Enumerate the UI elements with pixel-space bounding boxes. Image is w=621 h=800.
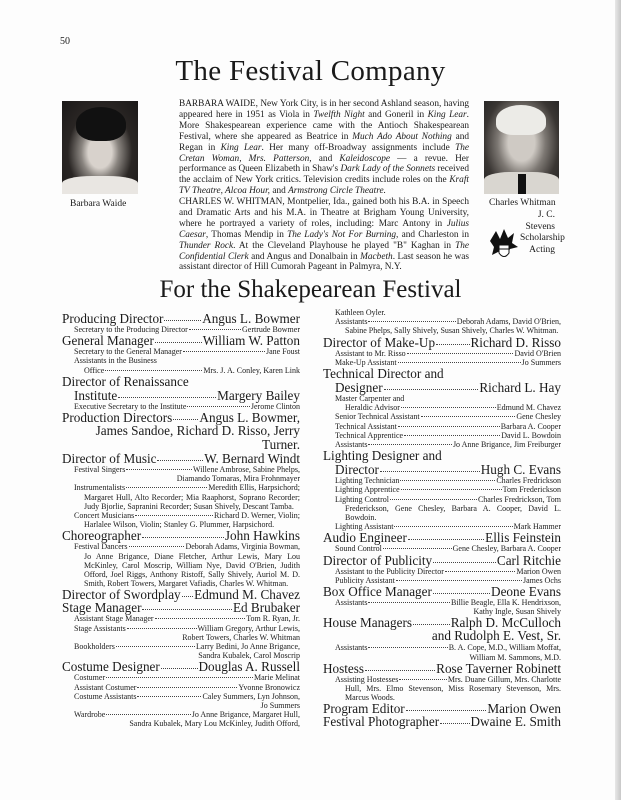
staff-entry: House Managers Ralph D. McCulloch	[323, 615, 561, 631]
dot-leader	[396, 580, 522, 581]
dot-leader	[384, 389, 479, 390]
dot-leader	[182, 596, 193, 597]
staff-entry: Assistants B. A. Cope, M.D., William Moffat,	[335, 643, 561, 653]
dot-leader	[127, 628, 197, 629]
staff-entry: Production Directors Angus L. Bowmer,	[62, 410, 300, 426]
staff-entry: Bookholders Larry Bedini, Jo Anne Brigance,	[74, 642, 300, 652]
photo-barbara-waide	[62, 101, 138, 194]
staff-names: Jo Summers	[260, 701, 300, 711]
dot-leader	[161, 668, 198, 669]
page-title: The Festival Company	[175, 55, 446, 87]
photo-shoulder	[62, 176, 138, 194]
staff-entry: Producing Director Angus L. Bowmer	[62, 311, 300, 326]
staff-entry: Publicity Assistant James Ochs	[335, 575, 561, 585]
staff-entry: Technical Assistant Barbara A. Cooper	[335, 421, 561, 431]
dot-leader	[394, 526, 512, 527]
staff-entry: Director of Publicity Carl Ritchie	[323, 552, 561, 568]
scholarship-line: J. C.	[537, 210, 555, 220]
staff-entry: Festival Dancers Deborah Adams, Virginia Bowman,	[74, 542, 300, 552]
staff-entry: Assistants Jo Anne Brigance, Jim Freiburger	[335, 440, 561, 450]
dot-leader	[380, 471, 480, 472]
staff-entry: Director of Make-Up Richard D. Risso	[323, 334, 561, 350]
staff-entry: Hostess Rose Taverner Robinett	[323, 660, 561, 676]
dot-leader	[445, 571, 515, 572]
staff-entry: Wardrobe Jo Anne Brigance, Margaret Hull,	[74, 710, 300, 720]
dot-leader	[173, 419, 198, 420]
staff-entry: Director Hugh C. Evans	[335, 462, 561, 478]
staff-entry: Stage Assistants William Gregory, Arthur Lewis,	[74, 623, 300, 633]
staff-names: Margaret Hull, Alto Recorder; Mia Raaphorst, Soprano Recorder; Judy Bjorlie, Sapranini Recorder; Susan Shively, Descant Tamba.	[84, 492, 300, 511]
bio-charles-whitman: CHARLES W. WHITMAN, Montpelier, Ida., gained both his B.A. in Speech and Dramatic Arts and his M.A. in Theatre at Brigham Young University, where he portrayed a variety of roles, including: Marc Antony in Julius Caesar, Thomas Mendip in The Lady's Not For Burning, and Charleston in Thunder Rock. At the Cleveland Playhouse he played "B" Kaghan in The Confidential Clerk and Angus and Donalbain in Macbeth. Last season he was assistant director of Hill Cumorah Pageant in Palmyra, N.Y.	[179, 197, 470, 273]
dot-leader	[137, 696, 201, 697]
dot-leader	[368, 321, 455, 322]
bio-barbara-waide: BARBARA WAIDE, New York City, is in her second Ashland season, having appeared here in 1951 as Viola in Twelfth Night and Goneril in King Lear. More Shakespearean experience came with the Antioch Shakespearean Festival, where she appeared as Beatrice in Much Ado About Nothing and Regan in King Lear. Her many off-Broadway assignments include The Cretan Woman, Mrs. Patterson, and Kaleidoscope — a revue. Her performance as Queen Elizabeth in Shaw's Dark Lady of the Sonnets received the acclaim of New York critics. Television credits include roles on the Kraft TV Theatre, Alcoa Hour, and Armstrong Circle Theatre.	[179, 99, 470, 197]
dot-leader	[155, 342, 202, 343]
staff-label: Technical Director and	[323, 366, 444, 382]
staff-entry: Costumer Marie Melinat	[74, 673, 300, 683]
dot-leader	[408, 539, 484, 540]
staff-entry: Lighting Assistant Mark Hammer	[335, 522, 561, 532]
dot-leader	[401, 489, 502, 490]
dot-leader	[433, 593, 490, 594]
dot-leader	[116, 646, 195, 647]
staff-entry: General Manager William W. Patton	[62, 333, 300, 349]
dot-leader	[406, 710, 487, 711]
staff-entry: Institute Margery Bailey	[74, 387, 300, 403]
staff-names: Sabine Phelps, Sally Shively, Susan Shively, Charles W. Whitman.	[345, 326, 559, 336]
staff-names: Harlalee Wilson, Violin; Stanley G. Plummer, Harpsichord.	[84, 520, 275, 530]
dot-leader	[400, 480, 495, 481]
dot-leader	[129, 546, 185, 547]
staff-entry: Assistant Costumer Yvonne Bronowicz	[74, 682, 300, 692]
dot-leader	[106, 714, 190, 715]
dot-leader	[118, 397, 216, 398]
dot-leader	[436, 344, 469, 345]
dot-leader	[126, 487, 207, 488]
dot-leader	[183, 351, 265, 352]
staff-entry: Program Editor Marion Owen	[323, 701, 561, 717]
staff-names: Kathy Ingle, Susan Shively	[473, 607, 561, 617]
staff-label: Director of Renaissance	[62, 373, 189, 389]
dot-leader	[157, 460, 203, 461]
staff-entry: Lighting Control Charles Fredrickson, Tom	[335, 494, 561, 504]
staff-names: Sandra Kubalek, Carol Moscrip	[198, 651, 300, 661]
staff-names: Sandra Kubalek, Mary Lou McKinley, Judith Offord,	[129, 719, 300, 729]
staff-entry: Costume Designer Douglas A. Russell	[62, 659, 300, 675]
dot-leader	[401, 407, 496, 408]
dot-leader	[383, 548, 452, 549]
dot-leader	[407, 353, 514, 354]
dot-leader	[187, 406, 249, 407]
staff-names: James Sandoe, Richard D. Risso, Jerry Turner.	[95, 423, 300, 453]
staff-names: William M. Sammons, M.D.	[469, 652, 561, 662]
dot-leader	[126, 469, 192, 470]
scholarship-line: Stevens	[525, 221, 555, 232]
staff-entry: Heraldic Advisor Edmund M. Chavez	[345, 403, 561, 413]
staff-entry: Technical Apprentice David L. Bowdoin	[335, 430, 561, 440]
staff-names: Hull, Mrs. Elmo Stevenson, Miss Rosemary Stevenson, Mrs. Marcus Woods.	[345, 684, 561, 703]
staff-entry: Secretary to the General Manager Jane Foust	[74, 347, 300, 357]
dot-leader	[433, 562, 496, 563]
scholarship-line: Scholarship	[520, 233, 565, 243]
staff-entry: Senior Technical Assistant Gene Chesley	[335, 412, 561, 422]
dot-leader	[106, 677, 253, 678]
staff-label: Master Carpenter and	[335, 394, 405, 404]
staff-entry: Designer Richard L. Hay	[335, 380, 561, 396]
staff-entry: Concert Musicians Richard D. Werner, Violin;	[74, 511, 300, 521]
dot-leader	[142, 537, 224, 538]
staff-entry: Lighting Technician Charles Fredrickson	[335, 476, 561, 486]
photo-caption: Barbara Waide	[70, 199, 127, 209]
staff-entry: Secretary to the Producing Director Gertrude Bowmer	[74, 325, 300, 334]
staff-entry: Lighting Apprentice Tom Frederickson	[335, 485, 561, 495]
staff-names: Robert Towers, Charles W. Whitman	[182, 632, 300, 642]
page-number: 50	[60, 36, 70, 47]
staff-label: Lighting Designer and	[323, 448, 442, 464]
photo-tie	[518, 174, 526, 194]
staff-names: Frederickson, Gene Chesley, Barbara A. Cooper, David L. Bowdoin.	[345, 503, 561, 523]
dot-leader	[398, 426, 500, 427]
crest-icon	[486, 227, 520, 263]
staff-entry: Make-Up Assistant Jo Summers	[335, 357, 561, 367]
dot-leader	[164, 320, 201, 321]
photo-hair	[496, 105, 546, 135]
section-title: For the Shakepearean Festival	[159, 276, 462, 303]
staff-entry: Instrumentalists Meredith Ellis, Harpsichord;	[74, 483, 300, 493]
staff-entry: Festival Singers Willene Ambrose, Sabine Phelps,	[74, 465, 300, 475]
staff-entry: Sound Control Gene Chesley, Barbara A. Cooper	[335, 544, 561, 554]
scholarship-line: Acting	[529, 244, 555, 255]
staff-entry: Office Mrs. J. A. Conley, Karen Link	[84, 365, 300, 375]
dot-leader	[155, 618, 246, 619]
dot-leader	[440, 723, 469, 724]
dot-leader	[137, 687, 237, 688]
dot-leader	[135, 515, 213, 516]
staff-names: Jo Anne Brigance, Diane Fletcher, Arthur Lewis, Mary Lou McKinley, Carol Moscrip, William Nye, David O'Brien, Judith Offord, Joel Riggs, Anthony Ristoff, Sally Shively, Auriol M. D. Smith, Robert Towers, Margaret Vafiadis, Charles W. Whitman.	[84, 551, 300, 589]
staff-entry: Choreographer John Hawkins	[62, 528, 300, 544]
dot-leader	[421, 416, 516, 417]
dot-leader	[142, 609, 232, 610]
dot-leader	[368, 602, 450, 603]
photo-hair	[76, 107, 126, 141]
staff-names: and Rudolph E. Vest, Sr.	[431, 628, 561, 644]
staff-list-left	[62, 312, 300, 729]
page-edge	[615, 0, 621, 800]
staff-entry: Executive Secretary to the Institute Jerome Clinton	[74, 401, 300, 411]
staff-entry: Stage Manager Ed Brubaker	[62, 600, 300, 616]
dot-leader	[368, 647, 447, 648]
dot-leader	[390, 499, 477, 500]
staff-entry: Assistants Deborah Adams, David O'Brien,	[335, 317, 561, 327]
scholarship-note	[520, 210, 565, 256]
dot-leader	[368, 444, 451, 445]
staff-entry: Costume Assistants Caley Summers, Lyn Johnson,	[74, 691, 300, 701]
dot-leader	[399, 679, 447, 680]
staff-entry: Assistant Stage Manager Tom R. Ryan, Jr.	[74, 614, 300, 624]
staff-entry: Assistants Billie Beagle, Ella K. Hendrixson,	[335, 598, 561, 608]
staff-entry: Box Office Manager Deone Evans	[323, 584, 561, 600]
staff-entry: Audio Engineer Ellis Feinstein	[323, 530, 561, 546]
dot-leader	[398, 362, 521, 363]
staff-entry: Assistant to the Publicity Director Marion Owen	[335, 566, 561, 576]
staff-label: Assistants in the Business	[74, 356, 157, 366]
dot-leader	[404, 435, 500, 436]
staff-entry: Assisting Hostesses Mrs. Duane Gillum, Mrs. Charlotte	[335, 674, 561, 684]
staff-names: Diamando Tomaras, Mira Frohnmayer	[176, 474, 300, 484]
staff-entry: Director of Swordplay Edmund M. Chavez	[62, 587, 300, 603]
staff-entry: Director of Music W. Bernard Windt	[62, 451, 300, 467]
staff-list-right	[323, 308, 561, 728]
staff-entry: Festival Photographer Dwaine E. Smith	[323, 714, 561, 730]
staff-names: Kathleen Oyler.	[335, 308, 386, 317]
dot-leader	[189, 329, 241, 330]
photo-caption: Charles Whitman	[489, 198, 556, 208]
dot-leader	[105, 370, 202, 371]
dot-leader	[413, 624, 450, 625]
staff-entry: Assistant to Mr. Risso David O'Brien	[335, 348, 561, 358]
photo-charles-whitman	[484, 101, 559, 194]
dot-leader	[365, 670, 435, 671]
